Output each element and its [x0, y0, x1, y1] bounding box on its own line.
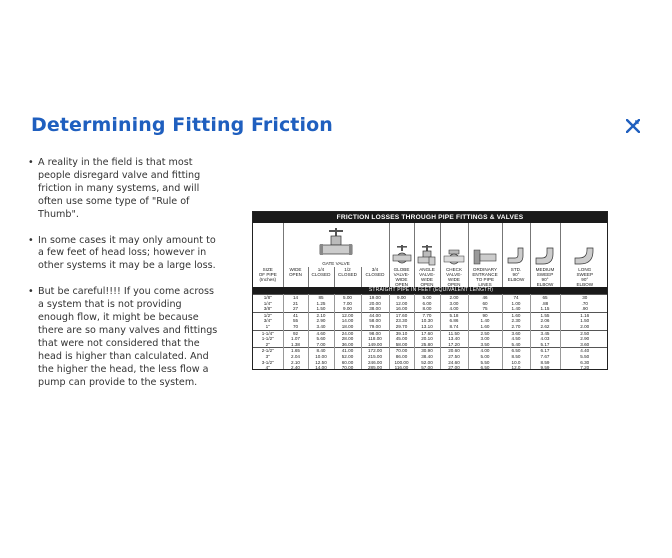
table-cell: 2.00 [580, 323, 590, 329]
table-cell: 75 [468, 306, 502, 312]
table-cell: 45.00 [389, 336, 414, 342]
table-cell: 24.60 [440, 360, 468, 366]
table-cell: 2.62 [530, 324, 560, 330]
x-mark-icon [626, 119, 640, 133]
table-cell: 10.0 [502, 360, 530, 366]
table-cell: 16.00 [389, 306, 414, 312]
table-cell: .70 [581, 300, 588, 306]
table-cell: 21 [283, 301, 308, 307]
table-cell: 85 [308, 295, 334, 301]
table-cell: 10.00 [308, 354, 334, 360]
pipe-size-cell: 3-1/2" [253, 360, 283, 366]
bullet-item: • But be careful!!!! If you come across a system that is not providing enough flow, it might be because there are so many valves and fittings that were not considered that the head is higher than calculated. And the higher the head, the less flow a pump can provide to the system. [28, 286, 218, 389]
straight-pipe-label: STRAIGHT PIPE IN FEET (EQUIVALENT LENGTH) [253, 287, 608, 295]
column-header-line: VALVE- [419, 272, 435, 277]
gate-valve-cell [283, 223, 389, 267]
pipe-size-cell: 1/4" [253, 301, 283, 307]
table-cell: 39.10 [389, 330, 414, 336]
table-cell: 28.00 [334, 336, 361, 342]
table-cell: 1.40 [502, 306, 530, 312]
table-cell: 46 [468, 295, 502, 301]
pipe-size-cell: 3/8" [253, 306, 283, 312]
table-cell: 14 [283, 295, 308, 301]
table-cell: 5.00 [334, 295, 361, 301]
table-cell: 8.50 [502, 354, 530, 360]
column-header-line: MEDIUM [535, 267, 555, 272]
table-cell: 6.50 [502, 348, 530, 354]
pipe-size-cell: 2" [253, 342, 283, 348]
column-header [440, 267, 468, 287]
table-cell: 25.80 [414, 342, 440, 348]
table-cell: 215.00 [361, 354, 389, 360]
table-cell: .90 [581, 306, 588, 312]
column-header-line: CLOSED [311, 272, 331, 277]
column-header-line: OPEN [420, 282, 434, 287]
table-cell: .88 [530, 301, 560, 307]
table-cell: 5.40 [502, 342, 530, 348]
table-cell: 23.30 [389, 318, 414, 324]
column-header-line: WIDE [289, 267, 302, 272]
table-cell: 41 [283, 312, 308, 318]
angle-valve-icon [417, 244, 437, 266]
column-header-line: OPEN [447, 282, 461, 287]
table-cell: 3.40 [308, 324, 334, 330]
table-cell: 17.60 [389, 312, 414, 318]
column-header-line: SIZE [262, 267, 273, 272]
table-title: FRICTION LOSSES THROUGH PIPE FITTINGS & VALVES [253, 212, 607, 223]
column-header-line: WIDE [448, 277, 460, 282]
column-header-line: CLOSED [365, 272, 385, 277]
column-header [414, 267, 440, 287]
table-cell: 8.74 [440, 324, 468, 330]
table-cell: 2.50 [560, 330, 608, 336]
column-header [502, 267, 530, 287]
table-cell: 6.00 [414, 301, 440, 307]
table-cell: 57.00 [414, 365, 440, 370]
table-cell: 38.40 [414, 354, 440, 360]
pipe-size-cell: 3/4" [253, 318, 283, 324]
table-cell: 41.00 [334, 348, 361, 354]
table-cell: 74 [502, 295, 530, 301]
table-cell: 13.10 [414, 324, 440, 330]
table-cell: 12.00 [334, 312, 361, 318]
table-cell: 1.60 [502, 312, 530, 318]
column-header [253, 267, 283, 287]
column-header-line: 90° [541, 277, 549, 282]
table-cell: 12.50 [308, 360, 334, 366]
table-cell: 14.00 [334, 318, 361, 324]
table-cell: 2.70 [502, 324, 530, 330]
column-header-line: VALVE- [446, 272, 462, 277]
column-header-line: ELBOW [536, 282, 554, 287]
column-header-line: STD. [510, 267, 522, 272]
table-cell: 1.15 [530, 306, 560, 312]
column-header-line: SWEEP [576, 272, 594, 277]
table-cell: 70.00 [389, 348, 414, 354]
table-cell: 2.10 [283, 360, 308, 366]
icon-row [253, 223, 608, 267]
table-cell: 58.00 [361, 318, 389, 324]
column-header-line: 3/4 [371, 267, 379, 272]
table-cell: 38.00 [361, 306, 389, 312]
table-cell: 1.60 [468, 324, 502, 330]
table-cell: 172.00 [361, 348, 389, 354]
table-cell: 58.00 [389, 342, 414, 348]
medium-sweep-elbow-icon [534, 246, 556, 266]
column-header-line: 90° [581, 277, 589, 282]
column-header-line: VALVE- [393, 272, 410, 277]
table-cell: 1.65 [283, 348, 308, 354]
table-cell: 44.00 [361, 312, 389, 318]
table-cell: 149.00 [361, 342, 389, 348]
table-cell: 7.20 [580, 365, 590, 370]
table-cell: 4.40 [560, 348, 608, 354]
table-cell: 24.00 [334, 330, 361, 336]
table-cell: 2.40 [283, 365, 308, 370]
table-cell: 1.38 [283, 342, 308, 348]
table-cell: 1.25 [308, 301, 334, 307]
table-cell: 1.40 [468, 318, 502, 324]
table-cell: 60 [468, 301, 502, 307]
table-cell: 9.00 [389, 295, 414, 301]
column-header [389, 267, 414, 287]
table-cell: 12.0 [502, 365, 530, 370]
table-cell: 7.00 [308, 342, 334, 348]
pipe-size-cell: 1-1/4" [253, 330, 283, 336]
table-cell: 285.00 [361, 365, 389, 370]
table-cell: 65 [530, 295, 560, 301]
table-cell: 36.00 [334, 342, 361, 348]
table-cell: 5.60 [308, 336, 334, 342]
column-header-line: SWEEP [536, 272, 554, 277]
table-cell: 19.00 [361, 295, 389, 301]
column-header [283, 267, 308, 287]
table-cell: 98.00 [361, 330, 389, 336]
table-cell: 2.10 [308, 312, 334, 318]
slide-title: Determining Fitting Friction [31, 114, 333, 136]
table-cell: 11.50 [440, 330, 468, 336]
column-header [530, 267, 560, 287]
table-cell: 7.70 [414, 312, 440, 318]
column-header-line: LONG [578, 267, 592, 272]
table-cell: 7.67 [530, 354, 560, 360]
table-cell: 27.00 [440, 365, 468, 370]
table-cell: 3.60 [502, 330, 530, 336]
gate-valve-icon [318, 227, 354, 261]
header-row [253, 267, 608, 287]
table-cell: 1.00 [502, 301, 530, 307]
table-cell: 8.59 [530, 360, 560, 366]
table-cell: 2.04 [283, 354, 308, 360]
table-cell: 30.90 [414, 348, 440, 354]
column-header-line: ELBOW [576, 282, 594, 287]
table-cell: 79.00 [361, 324, 389, 330]
check-valve-icon [443, 246, 465, 266]
table-cell: 3.45 [530, 330, 560, 336]
column-header-line: CHECK [445, 267, 463, 272]
table-cell: 5.00 [414, 295, 440, 301]
table-cell: 1.16 [560, 312, 608, 318]
column-header-line: TO PIPE [475, 277, 495, 282]
table-cell: 116.00 [389, 365, 414, 370]
friction-loss-table [252, 211, 608, 370]
table-cell: 17.20 [440, 342, 468, 348]
table-cell: 86.00 [389, 354, 414, 360]
table-cell: 2.90 [580, 336, 590, 342]
column-header-line: ELBOW [507, 277, 525, 282]
table-cell: 1.55 [530, 312, 560, 318]
table-cell: 6.50 [468, 365, 502, 370]
column-header-line: 1/2 [344, 267, 351, 272]
table-cell: 2.00 [440, 295, 468, 301]
table-cell: 17.60 [414, 330, 440, 336]
table-cell: 118.00 [361, 336, 389, 342]
column-header [468, 267, 502, 287]
globe-valve-icon [392, 244, 412, 266]
table-cell: 20.60 [440, 348, 468, 354]
table-cell: 20.10 [414, 336, 440, 342]
table-cell: 5.00 [468, 354, 502, 360]
ordinary-entrance-icon [472, 248, 498, 266]
table-cell: 5.17 [530, 342, 560, 348]
pipe-size-cell: 4" [253, 365, 283, 370]
table-cell: 1.50 [580, 318, 590, 324]
table-cell: 70.00 [334, 365, 361, 370]
table-cell: 2.30 [502, 318, 530, 324]
table-cell: 52.00 [334, 354, 361, 360]
column-header [560, 267, 608, 287]
table-cell: 2.06 [530, 318, 560, 324]
bullet-item: • In some cases it may only amount to a few feet of head loss; however in other systems it may be a large loss. [28, 235, 218, 274]
table-cell: 55 [283, 318, 308, 324]
table-row [253, 365, 608, 370]
table-cell: 52.00 [414, 360, 440, 366]
pipe-size-cell: 1/2" [253, 312, 283, 318]
table-cell: 2.90 [308, 318, 334, 324]
table-cell: 20.00 [361, 301, 389, 307]
pipe-size-cell: 3" [253, 354, 283, 360]
table-cell: 5.18 [440, 312, 468, 318]
column-header-line: OF PIPE [258, 272, 277, 277]
pipe-size-cell: 1-1/2" [253, 336, 283, 342]
table-cell: 9.59 [530, 365, 560, 370]
column-header [334, 267, 361, 287]
table-cell: 30 [560, 295, 608, 301]
long-sweep-elbow-icon [573, 246, 597, 266]
table-cell: 6.30 [580, 359, 590, 365]
table-cell: 4.50 [502, 336, 530, 342]
table-cell: 29.70 [389, 324, 414, 330]
gate-valve-group-label: GATE VALVE [322, 261, 350, 266]
table-cell: 4.00 [468, 348, 502, 354]
table-cell: 70 [283, 324, 308, 330]
table-cell: 4.60 [308, 330, 334, 336]
table-cell: 60.00 [334, 360, 361, 366]
friction-table-grid [253, 223, 608, 370]
column-header-line: GLOBE [393, 267, 410, 272]
table-cell: 1.50 [308, 306, 334, 312]
column-header-line: LINES [478, 282, 492, 287]
table-cell: 92 [283, 330, 308, 336]
table-cell: 18.00 [334, 324, 361, 330]
table-cell: 90 [468, 312, 502, 318]
table-cell: 27.50 [440, 354, 468, 360]
table-cell: 3.00 [440, 301, 468, 307]
table-cell: 5.50 [468, 360, 502, 366]
table-cell: 8.00 [414, 306, 440, 312]
bullet-item: • A reality in the field is that most people disregard valve and fitting friction in many systems, and will often use some type of "Rule of Thumb". [28, 157, 218, 222]
table-cell: 5.50 [580, 353, 590, 359]
column-header-line: WIDE [395, 277, 408, 282]
table-cell: 7.00 [334, 301, 361, 307]
column-header-line: 90° [512, 272, 520, 277]
column-header-line: OPEN [394, 282, 409, 287]
column-header [361, 267, 389, 287]
table-cell: 4.03 [530, 336, 560, 342]
table-cell: 12.00 [389, 301, 414, 307]
column-header-line: ANGLE [419, 267, 435, 272]
table-cell: 27 [283, 306, 308, 312]
column-header-line: ENTRANCE [472, 272, 498, 277]
column-header-line: 1/4 [317, 267, 325, 272]
table-cell: 3.50 [468, 342, 502, 348]
pipe-size-cell: 1/8" [253, 295, 283, 301]
table-cell: 9.00 [334, 306, 361, 312]
bullet-list [28, 157, 218, 403]
pipe-size-cell: 1" [253, 324, 283, 330]
table-cell: 3.00 [468, 336, 502, 342]
table-cell: 6.86 [440, 318, 468, 324]
column-header [308, 267, 334, 287]
table-cell: 100.00 [389, 360, 414, 366]
column-header-line: (Inches) [259, 277, 277, 282]
table-cell: 10.30 [414, 318, 440, 324]
table-cell: 6.17 [530, 348, 560, 354]
column-header-line: CLOSED [338, 272, 357, 277]
pipe-size-cell: 2-1/2" [253, 348, 283, 354]
column-header-line: OPEN [288, 272, 303, 277]
std-elbow-icon [506, 246, 526, 266]
table-cell: 4.00 [440, 306, 468, 312]
table-cell: 246.00 [361, 360, 389, 366]
column-header-line: ORDINARY [472, 267, 498, 272]
table-cell: 1.07 [283, 336, 308, 342]
table-cell: 3.60 [580, 341, 590, 347]
table-cell: 14.00 [308, 365, 334, 370]
table-cell: 13.40 [440, 336, 468, 342]
table-cell: 2.50 [468, 330, 502, 336]
column-header-line: WIDE [421, 277, 433, 282]
table-cell: 8.40 [308, 348, 334, 354]
